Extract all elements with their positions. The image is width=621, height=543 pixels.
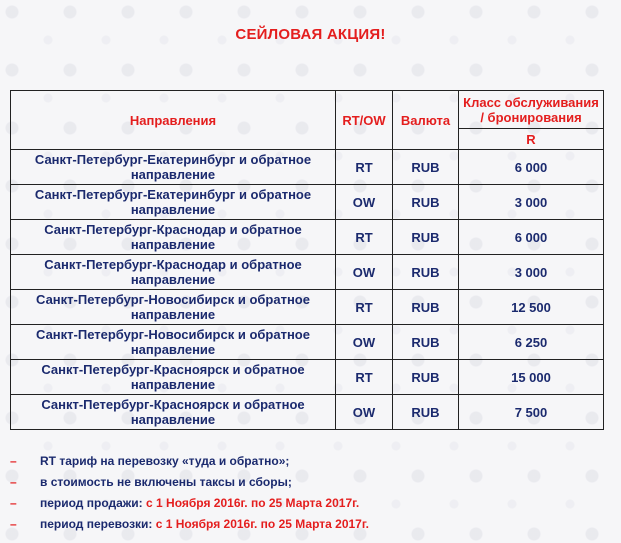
cell-currency: RUB [393, 325, 459, 360]
cell-direction: Санкт-Петербург-Краснодар и обратное направление [11, 220, 336, 255]
cell-type: OW [336, 325, 393, 360]
cell-currency: RUB [393, 150, 459, 185]
table-header-row [11, 91, 604, 129]
fare-table [10, 90, 604, 430]
note-period-value: с 1 Ноября 2016г. по 25 Марта 2017г. [155, 517, 369, 531]
table-row [11, 185, 604, 220]
cell-currency: RUB [393, 220, 459, 255]
table-row [11, 255, 604, 290]
notes-list [10, 451, 369, 535]
cell-direction: Санкт-Петербург-Екатеринбург и обратное направление [11, 150, 336, 185]
dash-bullet: – [10, 517, 17, 531]
dash-bullet: – [10, 475, 17, 489]
note-text: в стоимость не включены таксы и сборы; [40, 475, 292, 489]
cell-type: RT [336, 360, 393, 395]
cell-price: 6 000 [459, 220, 604, 255]
table-row [11, 360, 604, 395]
dash-bullet: – [10, 454, 17, 468]
note-text: период продажи: [40, 496, 147, 510]
cell-currency: RUB [393, 360, 459, 395]
cell-currency: RUB [393, 290, 459, 325]
header-booking-class: R [459, 129, 604, 150]
note-item [10, 472, 369, 493]
table-row [11, 150, 604, 185]
cell-direction: Санкт-Петербург-Краснодар и обратное направление [11, 255, 336, 290]
cell-direction: Санкт-Петербург-Новосибирск и обратное направление [11, 325, 336, 360]
note-text: период перевозки: [40, 517, 156, 531]
table-row [11, 290, 604, 325]
cell-price: 6 000 [459, 150, 604, 185]
cell-price: 3 000 [459, 185, 604, 220]
note-item [10, 451, 369, 472]
header-service-class: Класс обслуживания / бронирования [459, 91, 604, 129]
header-currency: Валюта [393, 91, 459, 150]
table-row [11, 395, 604, 430]
table-row [11, 220, 604, 255]
cell-price: 12 500 [459, 290, 604, 325]
cell-type: RT [336, 290, 393, 325]
cell-direction: Санкт-Петербург-Новосибирск и обратное направление [11, 290, 336, 325]
cell-price: 15 000 [459, 360, 604, 395]
note-item [10, 514, 369, 535]
cell-currency: RUB [393, 185, 459, 220]
cell-direction: Санкт-Петербург-Красноярск и обратное направление [11, 395, 336, 430]
note-item [10, 493, 369, 514]
table-row [11, 325, 604, 360]
cell-direction: Санкт-Петербург-Екатеринбург и обратное направление [11, 185, 336, 220]
cell-type: OW [336, 185, 393, 220]
cell-price: 7 500 [459, 395, 604, 430]
cell-type: OW [336, 395, 393, 430]
note-period-value: с 1 Ноября 2016г. по 25 Марта 2017г. [146, 496, 360, 510]
note-text: RT тариф на перевозку «туда и обратно»; [40, 454, 290, 468]
cell-direction: Санкт-Петербург-Красноярск и обратное направление [11, 360, 336, 395]
header-direction: Направления [11, 91, 336, 150]
page-title: СЕЙЛОВАЯ АКЦИЯ! [235, 26, 386, 43]
cell-price: 3 000 [459, 255, 604, 290]
cell-currency: RUB [393, 395, 459, 430]
dash-bullet: – [10, 496, 17, 510]
cell-price: 6 250 [459, 325, 604, 360]
cell-type: OW [336, 255, 393, 290]
cell-type: RT [336, 150, 393, 185]
header-rt-ow: RT/OW [336, 91, 393, 150]
cell-currency: RUB [393, 255, 459, 290]
cell-type: RT [336, 220, 393, 255]
